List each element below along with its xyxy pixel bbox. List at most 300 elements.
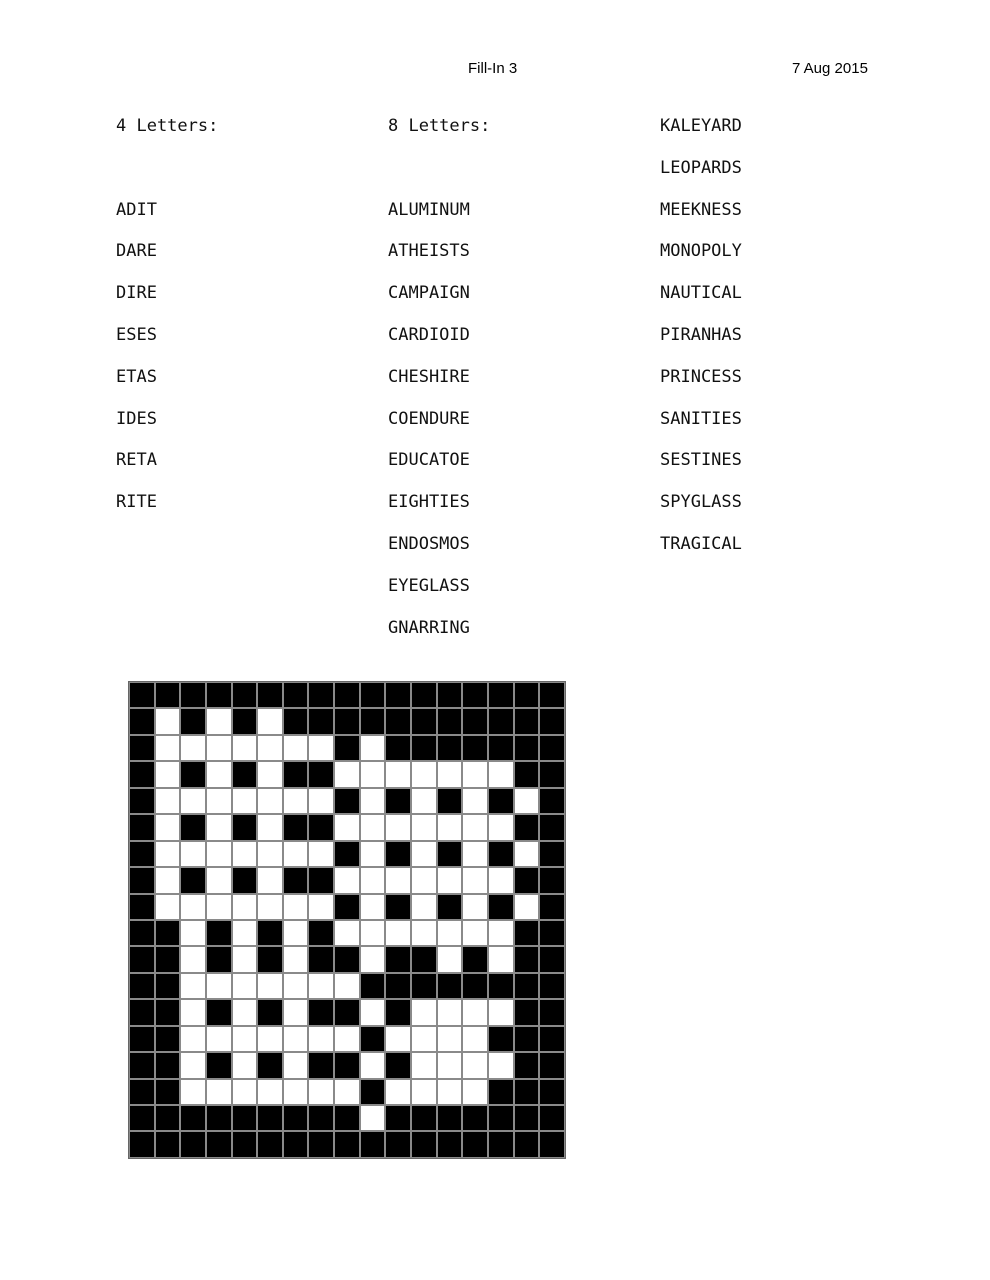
word-item: MONOPOLY bbox=[660, 241, 742, 262]
grid-block-cell bbox=[308, 708, 334, 734]
grid-open-cell[interactable] bbox=[283, 841, 309, 867]
word-item: DIRE bbox=[116, 283, 157, 304]
blank-line bbox=[116, 158, 218, 200]
grid-block-cell bbox=[411, 973, 437, 999]
grid-block-cell bbox=[334, 894, 360, 920]
grid-block-cell bbox=[308, 761, 334, 787]
word-item: SESTINES bbox=[660, 450, 742, 471]
grid-open-cell[interactable] bbox=[257, 761, 283, 787]
grid-block-cell bbox=[283, 1105, 309, 1131]
grid-open-cell[interactable] bbox=[488, 814, 514, 840]
grid-block-cell bbox=[437, 1105, 463, 1131]
section-heading-4-letters: 4 Letters: bbox=[116, 116, 219, 136]
grid-open-cell[interactable] bbox=[180, 973, 206, 999]
word-item: ENDOSMOS bbox=[388, 533, 470, 554]
grid-block-cell bbox=[462, 1105, 488, 1131]
grid-block-cell bbox=[385, 973, 411, 999]
grid-open-cell[interactable] bbox=[385, 761, 411, 787]
grid-open-cell[interactable] bbox=[411, 788, 437, 814]
grid-open-cell[interactable] bbox=[462, 1026, 488, 1052]
grid-open-cell[interactable] bbox=[360, 894, 386, 920]
grid-block-cell bbox=[411, 735, 437, 761]
grid-block-cell bbox=[437, 973, 463, 999]
grid-block-cell bbox=[411, 946, 437, 972]
grid-open-cell[interactable] bbox=[462, 1079, 488, 1105]
grid-open-cell[interactable] bbox=[411, 920, 437, 946]
grid-block-cell bbox=[514, 708, 540, 734]
grid-open-cell[interactable] bbox=[437, 867, 463, 893]
grid-open-cell[interactable] bbox=[308, 788, 334, 814]
grid-open-cell[interactable] bbox=[385, 1079, 411, 1105]
grid-block-cell bbox=[437, 894, 463, 920]
grid-block-cell bbox=[488, 894, 514, 920]
grid-open-cell[interactable] bbox=[334, 920, 360, 946]
grid-open-cell[interactable] bbox=[488, 1052, 514, 1078]
grid-open-cell[interactable] bbox=[462, 788, 488, 814]
grid-block-cell bbox=[514, 735, 540, 761]
grid-block-cell bbox=[129, 814, 155, 840]
grid-open-cell[interactable] bbox=[283, 894, 309, 920]
grid-block-cell bbox=[514, 761, 540, 787]
word-item: PIRANHAS bbox=[660, 324, 742, 345]
word-item: RETA bbox=[116, 450, 157, 471]
grid-block-cell bbox=[539, 814, 565, 840]
grid-open-cell[interactable] bbox=[462, 920, 488, 946]
grid-open-cell[interactable] bbox=[232, 920, 258, 946]
grid-block-cell bbox=[283, 708, 309, 734]
grid-block-cell bbox=[488, 1079, 514, 1105]
grid-open-cell[interactable] bbox=[257, 1079, 283, 1105]
grid-block-cell bbox=[129, 841, 155, 867]
grid-block-cell bbox=[257, 999, 283, 1025]
grid-block-cell bbox=[514, 1052, 540, 1078]
grid-open-cell[interactable] bbox=[385, 867, 411, 893]
grid-open-cell[interactable] bbox=[206, 867, 232, 893]
grid-block-cell bbox=[206, 999, 232, 1025]
grid-open-cell[interactable] bbox=[334, 973, 360, 999]
grid-block-cell bbox=[129, 788, 155, 814]
grid-open-cell[interactable] bbox=[334, 814, 360, 840]
grid-open-cell[interactable] bbox=[360, 841, 386, 867]
grid-open-cell[interactable] bbox=[206, 1026, 232, 1052]
grid-block-cell bbox=[514, 1131, 540, 1157]
grid-block-cell bbox=[514, 946, 540, 972]
grid-block-cell bbox=[206, 920, 232, 946]
grid-open-cell[interactable] bbox=[437, 761, 463, 787]
grid-open-cell[interactable] bbox=[488, 999, 514, 1025]
grid-open-cell[interactable] bbox=[232, 841, 258, 867]
grid-block-cell bbox=[360, 1131, 386, 1157]
grid-open-cell[interactable] bbox=[308, 1079, 334, 1105]
grid-open-cell[interactable] bbox=[283, 1026, 309, 1052]
word-item: EIGHTIES bbox=[388, 492, 470, 513]
grid-open-cell[interactable] bbox=[257, 841, 283, 867]
grid-block-cell bbox=[257, 1131, 283, 1157]
grid-open-cell[interactable] bbox=[283, 946, 309, 972]
grid-block-cell bbox=[488, 735, 514, 761]
grid-open-cell[interactable] bbox=[206, 894, 232, 920]
grid-block-cell bbox=[334, 708, 360, 734]
grid-open-cell[interactable] bbox=[437, 999, 463, 1025]
grid-block-cell bbox=[539, 788, 565, 814]
word-item: TRAGICAL bbox=[660, 533, 742, 554]
grid-open-cell[interactable] bbox=[462, 761, 488, 787]
grid-open-cell[interactable] bbox=[437, 814, 463, 840]
grid-block-cell bbox=[180, 1105, 206, 1131]
grid-block-cell bbox=[334, 1105, 360, 1131]
grid-block-cell bbox=[129, 761, 155, 787]
grid-open-cell[interactable] bbox=[155, 841, 181, 867]
grid-block-cell bbox=[539, 920, 565, 946]
grid-block-cell bbox=[206, 946, 232, 972]
grid-block-cell bbox=[411, 1105, 437, 1131]
grid-block-cell bbox=[283, 867, 309, 893]
grid-open-cell[interactable] bbox=[411, 1026, 437, 1052]
grid-block-cell bbox=[129, 867, 155, 893]
grid-block-cell bbox=[257, 1105, 283, 1131]
grid-block-cell bbox=[308, 814, 334, 840]
grid-open-cell[interactable] bbox=[232, 973, 258, 999]
grid-open-cell[interactable] bbox=[180, 1026, 206, 1052]
grid-block-cell bbox=[155, 999, 181, 1025]
grid-open-cell[interactable] bbox=[232, 1079, 258, 1105]
grid-block-cell bbox=[180, 814, 206, 840]
grid-open-cell[interactable] bbox=[283, 920, 309, 946]
grid-open-cell[interactable] bbox=[180, 920, 206, 946]
grid-block-cell bbox=[206, 1052, 232, 1078]
grid-block-cell bbox=[437, 841, 463, 867]
grid-open-cell[interactable] bbox=[360, 999, 386, 1025]
grid-open-cell[interactable] bbox=[514, 788, 540, 814]
grid-open-cell[interactable] bbox=[334, 867, 360, 893]
grid-block-cell bbox=[437, 708, 463, 734]
grid-block-cell bbox=[539, 708, 565, 734]
grid-block-cell bbox=[385, 841, 411, 867]
grid-block-cell bbox=[206, 682, 232, 708]
grid-open-cell[interactable] bbox=[206, 708, 232, 734]
grid-block-cell bbox=[514, 920, 540, 946]
grid-open-cell[interactable] bbox=[437, 1026, 463, 1052]
grid-open-cell[interactable] bbox=[180, 946, 206, 972]
grid-open-cell[interactable] bbox=[334, 761, 360, 787]
grid-block-cell bbox=[334, 735, 360, 761]
grid-open-cell[interactable] bbox=[232, 788, 258, 814]
grid-open-cell[interactable] bbox=[155, 761, 181, 787]
grid-open-cell[interactable] bbox=[257, 1026, 283, 1052]
grid-block-cell bbox=[155, 1131, 181, 1157]
grid-open-cell[interactable] bbox=[206, 814, 232, 840]
grid-block-cell bbox=[283, 814, 309, 840]
grid-block-cell bbox=[360, 973, 386, 999]
grid-open-cell[interactable] bbox=[155, 788, 181, 814]
grid-open-cell[interactable] bbox=[308, 1026, 334, 1052]
word-item: ATHEISTS bbox=[388, 241, 470, 262]
word-item: PRINCESS bbox=[660, 366, 742, 387]
grid-open-cell[interactable] bbox=[385, 1026, 411, 1052]
section-heading-8-letters: 8 Letters: bbox=[388, 116, 491, 136]
grid-block-cell bbox=[308, 946, 334, 972]
word-item: GNARRING bbox=[388, 617, 470, 638]
grid-open-cell[interactable] bbox=[232, 735, 258, 761]
grid-block-cell bbox=[283, 682, 309, 708]
grid-block-cell bbox=[411, 708, 437, 734]
word-item: CAMPAIGN bbox=[388, 283, 470, 304]
grid-block-cell bbox=[129, 999, 155, 1025]
grid-block-cell bbox=[180, 761, 206, 787]
grid-open-cell[interactable] bbox=[360, 788, 386, 814]
grid-block-cell bbox=[129, 1079, 155, 1105]
grid-open-cell[interactable] bbox=[206, 973, 232, 999]
grid-open-cell[interactable] bbox=[411, 1052, 437, 1078]
grid-block-cell bbox=[462, 946, 488, 972]
grid-open-cell[interactable] bbox=[360, 761, 386, 787]
grid-open-cell[interactable] bbox=[462, 894, 488, 920]
grid-open-cell[interactable] bbox=[206, 841, 232, 867]
grid-block-cell bbox=[129, 735, 155, 761]
grid-block-cell bbox=[283, 761, 309, 787]
grid-open-cell[interactable] bbox=[360, 814, 386, 840]
grid-open-cell[interactable] bbox=[488, 946, 514, 972]
grid-block-cell bbox=[488, 708, 514, 734]
grid-open-cell[interactable] bbox=[334, 1026, 360, 1052]
grid-open-cell[interactable] bbox=[206, 735, 232, 761]
grid-block-cell bbox=[488, 973, 514, 999]
grid-block-cell bbox=[308, 1052, 334, 1078]
grid-open-cell[interactable] bbox=[437, 920, 463, 946]
grid-open-cell[interactable] bbox=[206, 788, 232, 814]
grid-open-cell[interactable] bbox=[257, 894, 283, 920]
grid-block-cell bbox=[385, 788, 411, 814]
grid-block-cell bbox=[488, 841, 514, 867]
grid-open-cell[interactable] bbox=[283, 735, 309, 761]
grid-block-cell bbox=[437, 682, 463, 708]
grid-open-cell[interactable] bbox=[257, 788, 283, 814]
grid-open-cell[interactable] bbox=[180, 1052, 206, 1078]
grid-open-cell[interactable] bbox=[232, 999, 258, 1025]
grid-block-cell bbox=[334, 1131, 360, 1157]
grid-block-cell bbox=[385, 735, 411, 761]
grid-block-cell bbox=[385, 1131, 411, 1157]
grid-open-cell[interactable] bbox=[488, 761, 514, 787]
grid-block-cell bbox=[257, 920, 283, 946]
grid-block-cell bbox=[308, 1131, 334, 1157]
grid-open-cell[interactable] bbox=[514, 894, 540, 920]
grid-open-cell[interactable] bbox=[411, 867, 437, 893]
grid-open-cell[interactable] bbox=[283, 788, 309, 814]
grid-block-cell bbox=[232, 682, 258, 708]
grid-block-cell bbox=[385, 1105, 411, 1131]
puzzle-date: 7 Aug 2015 bbox=[792, 60, 868, 77]
grid-open-cell[interactable] bbox=[232, 946, 258, 972]
grid-block-cell bbox=[129, 920, 155, 946]
grid-open-cell[interactable] bbox=[283, 1052, 309, 1078]
grid-open-cell[interactable] bbox=[462, 841, 488, 867]
grid-block-cell bbox=[539, 946, 565, 972]
grid-open-cell[interactable] bbox=[257, 814, 283, 840]
grid-block-cell bbox=[539, 973, 565, 999]
grid-block-cell bbox=[488, 682, 514, 708]
grid-open-cell[interactable] bbox=[308, 894, 334, 920]
grid-block-cell bbox=[308, 1105, 334, 1131]
grid-open-cell[interactable] bbox=[155, 894, 181, 920]
grid-block-cell bbox=[334, 946, 360, 972]
word-list-column-2 bbox=[388, 116, 490, 659]
grid-block-cell bbox=[488, 1026, 514, 1052]
grid-open-cell[interactable] bbox=[411, 999, 437, 1025]
grid-block-cell bbox=[462, 735, 488, 761]
grid-block-cell bbox=[206, 1131, 232, 1157]
grid-open-cell[interactable] bbox=[411, 841, 437, 867]
grid-block-cell bbox=[488, 788, 514, 814]
grid-open-cell[interactable] bbox=[155, 708, 181, 734]
grid-open-cell[interactable] bbox=[411, 1079, 437, 1105]
grid-open-cell[interactable] bbox=[334, 1079, 360, 1105]
grid-open-cell[interactable] bbox=[514, 841, 540, 867]
grid-open-cell[interactable] bbox=[411, 894, 437, 920]
grid-open-cell[interactable] bbox=[232, 1026, 258, 1052]
grid-block-cell bbox=[129, 973, 155, 999]
grid-block-cell bbox=[155, 973, 181, 999]
puzzle-title: Fill-In 3 bbox=[468, 60, 518, 77]
grid-open-cell[interactable] bbox=[257, 708, 283, 734]
grid-open-cell[interactable] bbox=[437, 1052, 463, 1078]
grid-block-cell bbox=[385, 999, 411, 1025]
grid-open-cell[interactable] bbox=[232, 894, 258, 920]
grid-open-cell[interactable] bbox=[180, 894, 206, 920]
grid-block-cell bbox=[539, 682, 565, 708]
grid-open-cell[interactable] bbox=[411, 814, 437, 840]
grid-block-cell bbox=[539, 1026, 565, 1052]
grid-block-cell bbox=[360, 708, 386, 734]
grid-block-cell bbox=[129, 1052, 155, 1078]
grid-open-cell[interactable] bbox=[462, 867, 488, 893]
grid-open-cell[interactable] bbox=[155, 814, 181, 840]
grid-open-cell[interactable] bbox=[385, 920, 411, 946]
grid-open-cell[interactable] bbox=[462, 1052, 488, 1078]
grid-block-cell bbox=[539, 999, 565, 1025]
grid-open-cell[interactable] bbox=[180, 788, 206, 814]
grid-open-cell[interactable] bbox=[257, 867, 283, 893]
grid-open-cell[interactable] bbox=[283, 1079, 309, 1105]
grid-block-cell bbox=[308, 999, 334, 1025]
grid-block-cell bbox=[129, 946, 155, 972]
grid-block-cell bbox=[462, 973, 488, 999]
grid-block-cell bbox=[385, 894, 411, 920]
grid-block-cell bbox=[385, 708, 411, 734]
grid-block-cell bbox=[129, 1105, 155, 1131]
grid-block-cell bbox=[539, 1052, 565, 1078]
grid-open-cell[interactable] bbox=[437, 1079, 463, 1105]
grid-block-cell bbox=[437, 788, 463, 814]
grid-open-cell[interactable] bbox=[180, 841, 206, 867]
grid-block-cell bbox=[129, 894, 155, 920]
grid-open-cell[interactable] bbox=[360, 867, 386, 893]
word-item: ALUMINUM bbox=[388, 199, 470, 220]
grid-block-cell bbox=[308, 682, 334, 708]
word-item: SANITIES bbox=[660, 408, 742, 429]
grid-block-cell bbox=[488, 1105, 514, 1131]
grid-open-cell[interactable] bbox=[283, 999, 309, 1025]
grid-block-cell bbox=[488, 1131, 514, 1157]
grid-open-cell[interactable] bbox=[360, 1052, 386, 1078]
grid-open-cell[interactable] bbox=[180, 735, 206, 761]
grid-block-cell bbox=[232, 867, 258, 893]
grid-block-cell bbox=[360, 682, 386, 708]
grid-open-cell[interactable] bbox=[155, 867, 181, 893]
grid-open-cell[interactable] bbox=[437, 946, 463, 972]
grid-open-cell[interactable] bbox=[411, 761, 437, 787]
grid-block-cell bbox=[180, 867, 206, 893]
grid-block-cell bbox=[514, 682, 540, 708]
grid-open-cell[interactable] bbox=[360, 735, 386, 761]
word-list-column-1 bbox=[116, 116, 218, 534]
grid-block-cell bbox=[155, 920, 181, 946]
grid-open-cell[interactable] bbox=[206, 1079, 232, 1105]
grid-open-cell[interactable] bbox=[308, 841, 334, 867]
grid-block-cell bbox=[155, 1105, 181, 1131]
grid-block-cell bbox=[462, 708, 488, 734]
grid-open-cell[interactable] bbox=[488, 867, 514, 893]
word-item: DARE bbox=[116, 241, 157, 262]
grid-open-cell[interactable] bbox=[488, 920, 514, 946]
grid-open-cell[interactable] bbox=[360, 920, 386, 946]
grid-block-cell bbox=[155, 1026, 181, 1052]
grid-open-cell[interactable] bbox=[360, 1105, 386, 1131]
grid-block-cell bbox=[411, 682, 437, 708]
grid-open-cell[interactable] bbox=[360, 946, 386, 972]
word-item: CARDIOID bbox=[388, 324, 470, 345]
grid-block-cell bbox=[462, 682, 488, 708]
grid-block-cell bbox=[129, 708, 155, 734]
grid-block-cell bbox=[334, 999, 360, 1025]
grid-open-cell[interactable] bbox=[385, 814, 411, 840]
grid-open-cell[interactable] bbox=[180, 1079, 206, 1105]
grid-open-cell[interactable] bbox=[462, 999, 488, 1025]
grid-open-cell[interactable] bbox=[155, 735, 181, 761]
grid-block-cell bbox=[462, 1131, 488, 1157]
grid-block-cell bbox=[334, 788, 360, 814]
grid-block-cell bbox=[180, 682, 206, 708]
grid-block-cell bbox=[283, 1131, 309, 1157]
word-item: ETAS bbox=[116, 366, 157, 387]
word-item: EYEGLASS bbox=[388, 575, 470, 596]
grid-block-cell bbox=[539, 735, 565, 761]
word-item: ESES bbox=[116, 324, 157, 345]
grid-open-cell[interactable] bbox=[180, 999, 206, 1025]
grid-block-cell bbox=[232, 1131, 258, 1157]
grid-block-cell bbox=[385, 682, 411, 708]
grid-open-cell[interactable] bbox=[257, 735, 283, 761]
grid-open-cell[interactable] bbox=[232, 1052, 258, 1078]
grid-block-cell bbox=[308, 920, 334, 946]
grid-block-cell bbox=[514, 814, 540, 840]
grid-block-cell bbox=[155, 946, 181, 972]
word-item: SPYGLASS bbox=[660, 492, 742, 513]
word-item: LEOPARDS bbox=[660, 157, 742, 178]
grid-block-cell bbox=[385, 946, 411, 972]
grid-block-cell bbox=[129, 682, 155, 708]
grid-open-cell[interactable] bbox=[257, 973, 283, 999]
grid-block-cell bbox=[411, 1131, 437, 1157]
word-item: COENDURE bbox=[388, 408, 470, 429]
grid-open-cell[interactable] bbox=[308, 973, 334, 999]
grid-open-cell[interactable] bbox=[308, 735, 334, 761]
grid-open-cell[interactable] bbox=[206, 761, 232, 787]
grid-open-cell[interactable] bbox=[462, 814, 488, 840]
grid-open-cell[interactable] bbox=[283, 973, 309, 999]
grid-block-cell bbox=[437, 735, 463, 761]
grid-block-cell bbox=[514, 1026, 540, 1052]
